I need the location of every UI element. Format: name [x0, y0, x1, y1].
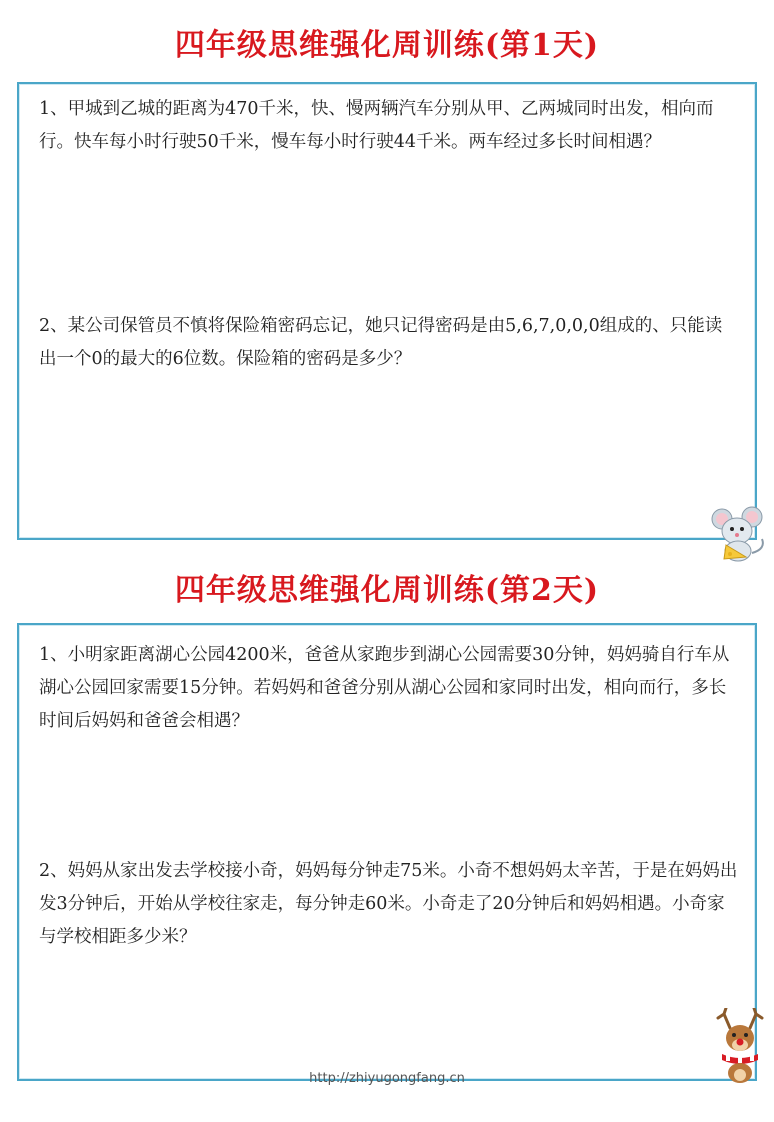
day2-panel [17, 623, 757, 1081]
day2-title: 四年级思维强化周训练(第2天) [174, 573, 600, 608]
day2-question-2: 2、妈妈从家出发去学校接小奇，妈妈每分钟走75米。小奇不想妈妈太辛苦，于是在妈妈出发3分钟后，开始从学校往家走，每分钟走60米。小奇走了20分钟后和妈妈相遇。小奇家与学校相距多少米？ [39, 861, 738, 947]
footer-url: http://zhiyugongfang.cn [309, 1071, 465, 1086]
day2-question-1: 1、小明家距离湖心公园4200米，爸爸从家跑步到湖心公园需要30分钟，妈妈骑自行车从湖心公园回家需要15分钟。若妈妈和爸爸分别从湖心公园和家同时出发，相向而行，多长时间后妈妈和爸爸会相遇？ [39, 645, 730, 731]
day1-question-1: 1、甲城到乙城的距离为470千米，快、慢两辆汽车分别从甲、乙两城同时出发，相向而行。快车每小时行驶50千米，慢车每小时行驶44千米。两车经过多长时间相遇？ [39, 99, 714, 152]
day1-title: 四年级思维强化周训练(第1天) [174, 28, 600, 63]
day1-question-2: 2、某公司保管员不慎将保险箱密码忘记，她只记得密码是由5,6,7,0,0,0组成的、只能读出一个0的最大的6位数。保险箱的密码是多少？ [39, 316, 723, 369]
day1-panel [17, 82, 757, 540]
mouse-with-cheese-icon [708, 505, 770, 563]
